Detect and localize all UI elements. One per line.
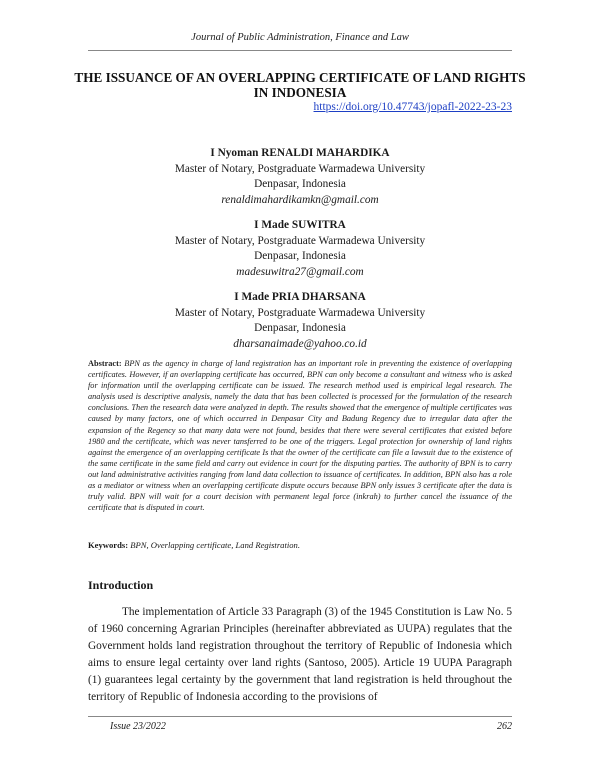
journal-header: Journal of Public Administration, Finance and Law <box>191 32 409 43</box>
author-location: Denpasar, Indonesia <box>254 250 346 262</box>
author-name-prefix: I Made <box>254 219 292 231</box>
author-name <box>0 146 600 162</box>
author-location: Denpasar, Indonesia <box>254 322 346 334</box>
abstract-text: BPN as the agency in charge of land registration has an important role in preventing the existence of overlapping certificates. However, if an overlapping certificate has occurred, BPN can only become a consultant and witness who is asked for information until the overlapping certificate can be issued. The research method used is empirical legal research. The analysis used is descriptive analysis, namely the data that has been collected is processed for the formulation of the research conclusions. Then the research data were analyzed in depth. The results showed that the emergence of multiple certificates was caused by many factors, one of which occurred in Denpasar City and Badung Regency due to irregular data after the expansion of the Regency so that many data were not found, besides that there were several certificates that existed before 1980 and the certificate, which was never tansferred to be one of the triggers. Legal protection for ownership of land rights against the emergence of an overlapping certificate Is that the owner of the certificate can file a lawsuit due to the existence of the same certificate in the same field and carry out evidence in court for the disputing parties. The authority of BPN is to carry out land administrative activities ranging from land data collection to issuance of certificates. In addition, BPN also has a role as a mediator or witness when an overlapping certificate dispute occurs because BPN only issues 3 certificate after the data is truly valid. BPN will wait for a court decision with permanent legal force (inkrah) to further cancel the issuance of the certificate that is disputed in court. <box>88 359 512 513</box>
keywords-text: BPN, Overlapping certificate, Land Registration. <box>130 540 300 550</box>
author-name-surname: RENALDI MAHARDIKA <box>261 147 390 159</box>
author-name-surname: PRIA DHARSANA <box>271 291 366 303</box>
author-email[interactable]: dharsanaimade@yahoo.co.id <box>233 337 367 350</box>
author-location: Denpasar, Indonesia <box>254 178 346 190</box>
introduction-paragraph: The implementation of Article 33 Paragraph (3) of the 1945 Constitution is Law No. 5 of 1960 concerning Agrarian Principles (hereinafter abbreviated as UUPA) regulates that the Government holds land registration throughout the territory of Republic of Indonesia which aims to ensure legal certainty over land rights (Santoso, 2005). Article 19 UUPA Paragraph (1) guarantees legal certainty by the government that land registration is held throughout the territory of Republic of Indonesia according to the provisions of <box>88 606 512 703</box>
footer-page-number: 262 <box>497 721 512 732</box>
keywords <box>88 540 512 550</box>
author-list <box>0 146 600 362</box>
keywords-label: Keywords: <box>88 540 129 550</box>
footer-divider <box>88 716 512 717</box>
author-affiliation: Master of Notary, Postgraduate Warmadewa University <box>174 162 426 175</box>
author-name-prefix: I Made <box>234 291 272 303</box>
author-block <box>0 146 600 208</box>
abstract-label: Abstract: <box>88 359 122 368</box>
author-block <box>0 290 600 352</box>
author-name <box>0 290 600 306</box>
author-email[interactable]: renaldimahardikamkn@gmail.com <box>221 193 379 206</box>
author-block <box>0 218 600 280</box>
author-name-prefix: I Nyoman <box>210 147 262 159</box>
author-email[interactable]: madesuwitra27@gmail.com <box>236 265 364 278</box>
header-divider <box>88 50 512 51</box>
footer-issue: Issue 23/2022 <box>110 721 166 732</box>
author-affiliation: Master of Notary, Postgraduate Warmadewa University <box>174 234 426 247</box>
author-name <box>0 218 600 234</box>
author-affiliation: Master of Notary, Postgraduate Warmadewa University <box>174 306 426 319</box>
introduction-body <box>88 604 512 706</box>
author-name-surname: SUWITRA <box>291 219 346 231</box>
paper-title: THE ISSUANCE OF AN OVERLAPPING CERTIFICATE OF LAND RIGHTS IN INDONESIA <box>74 70 526 100</box>
abstract <box>88 358 512 513</box>
section-heading-introduction: Introduction <box>88 578 154 592</box>
doi-link[interactable]: https://doi.org/10.47743/jopafl-2022-23-23 <box>313 101 512 113</box>
